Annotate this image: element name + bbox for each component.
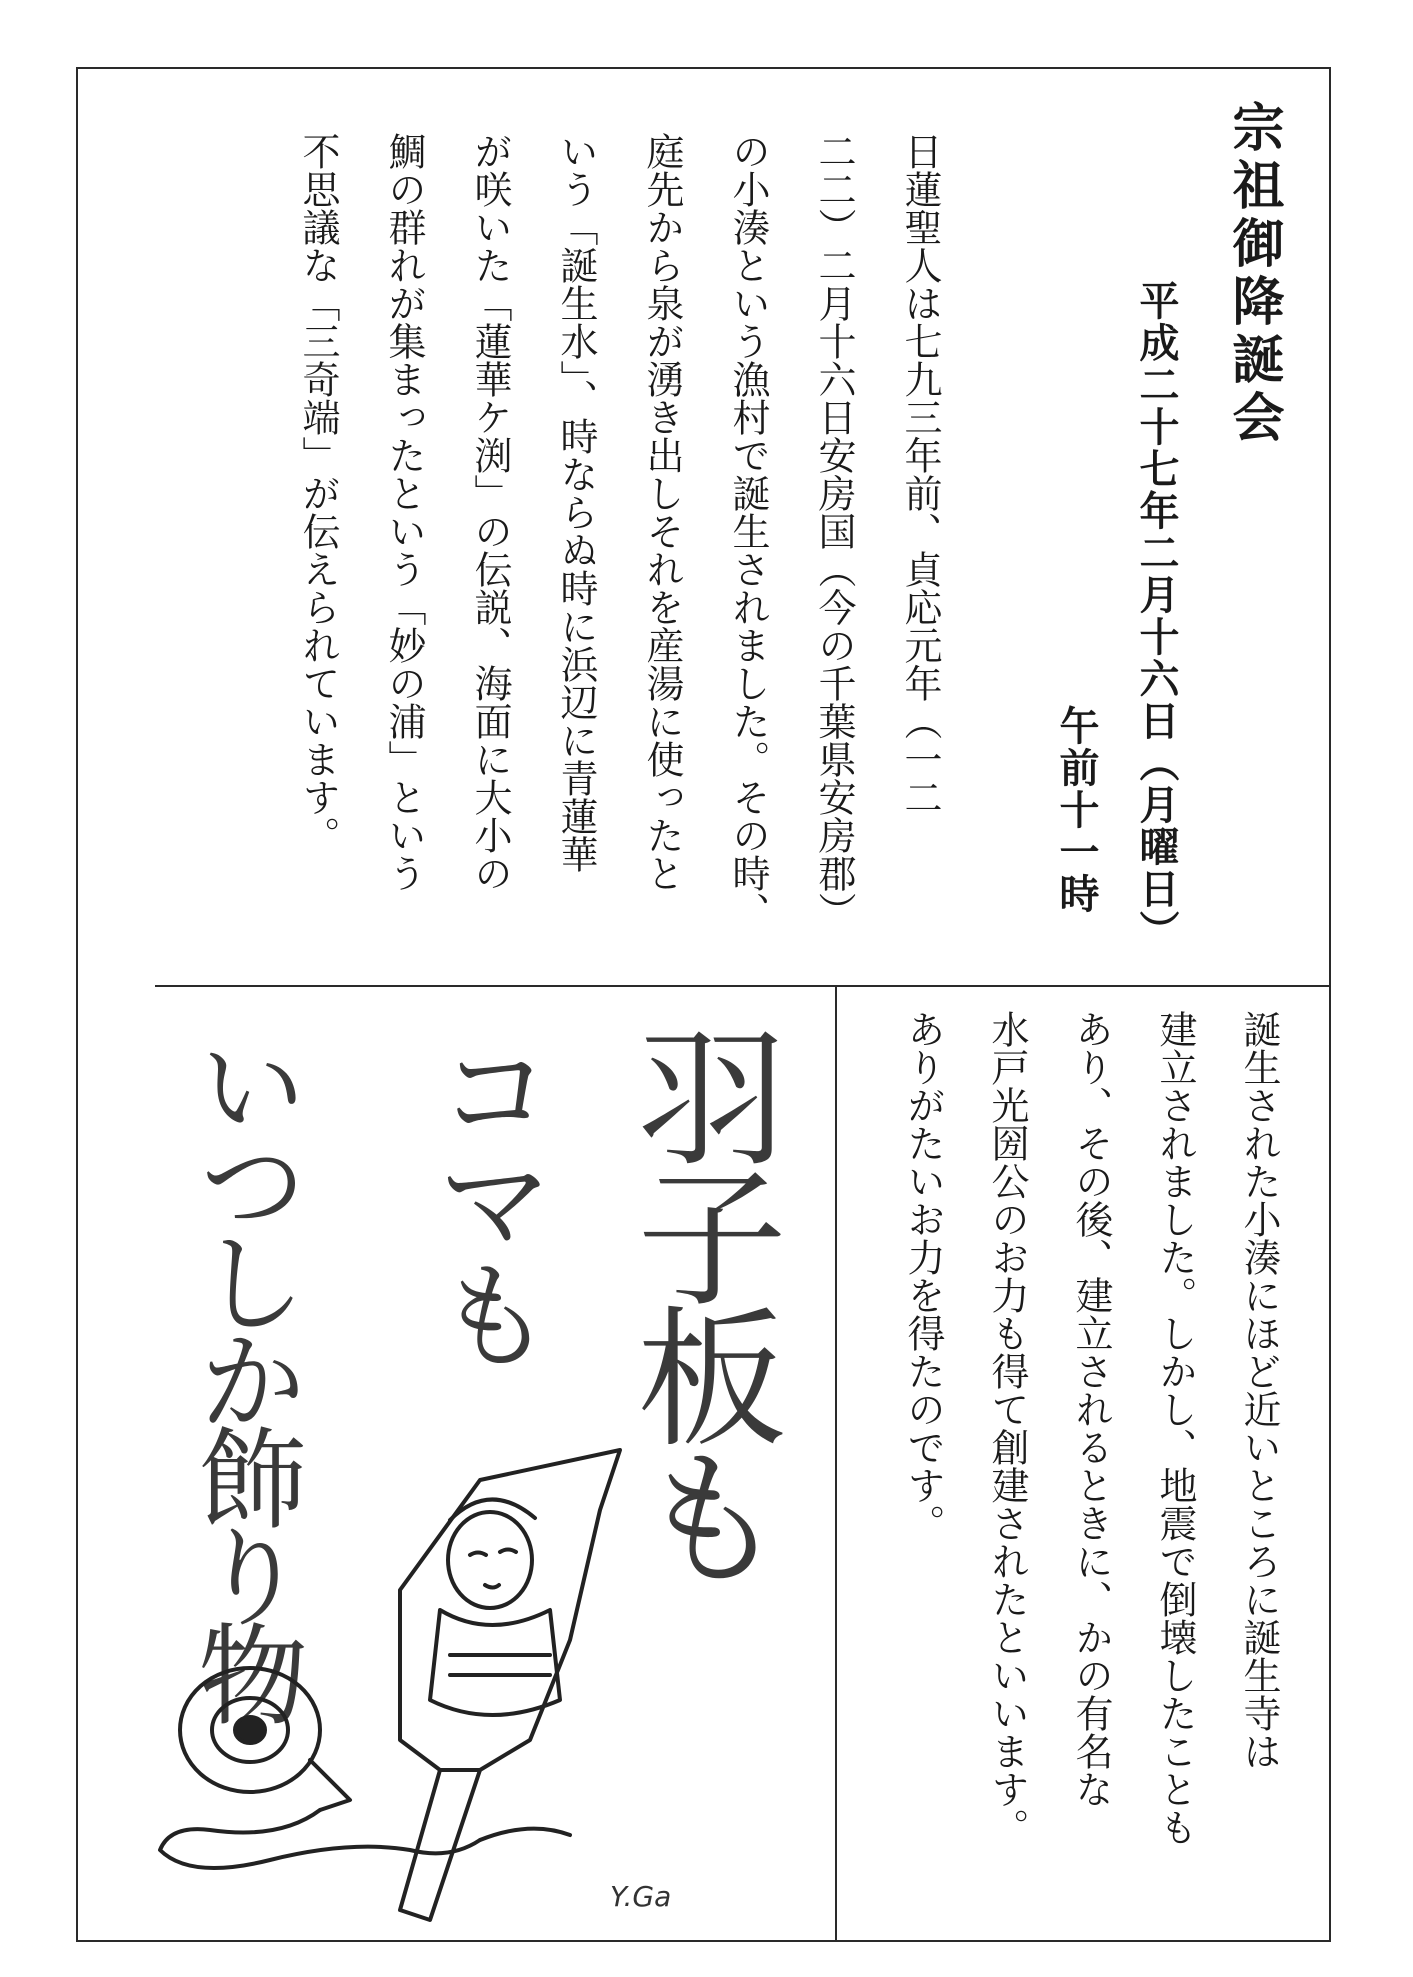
slogan-line-3: いつしか飾り物 (180, 1030, 308, 1716)
hagoita-icon (400, 1450, 620, 1770)
text-line: 水戸光圀公のお力も得て創建されたといいます。 (985, 1010, 1029, 1846)
slogan-line-2: コマも (416, 1030, 554, 1366)
text-line: 建立されました。しかし、地震で倒壊したことも (1153, 1010, 1197, 1846)
vertical-divider (835, 985, 837, 1942)
hagoita-koma-illustration (150, 1440, 710, 1930)
text-line: いう「誕生水」、時ならぬ時に浜辺に青蓮華 (554, 132, 598, 873)
story-text-top (203, 132, 963, 962)
text-line: 二二）二月十六日安房国（今の千葉県安房郡） (812, 132, 856, 930)
event-title: 宗祖御降誕会 (1223, 100, 1284, 448)
text-line: が咲いた「蓮華ケ渕」の伝説、海面に大小の (468, 132, 512, 892)
story-text-bottom (861, 1010, 1301, 1890)
text-line: の小湊という漁村で誕生されました。その時、 (726, 132, 770, 930)
text-line: 誕生された小湊にほど近いところに誕生寺は (1237, 1010, 1281, 1770)
event-time: 午前十一時 (1053, 705, 1100, 915)
text-line: 庭先から泉が湧き出しそれを産湯に使ったと (640, 132, 684, 892)
text-line: ありがたいお力を得たのです。 (901, 1010, 945, 1542)
text-line: 日蓮聖人は七九三年前、貞応元年（一二 (898, 132, 942, 816)
slogan-line-1: 羽子板も (611, 1020, 785, 1580)
artist-signature: Y.Ga (610, 1880, 672, 1913)
text-line: あり、その後、建立されるときに、かの有名な (1069, 1010, 1113, 1808)
text-line: 鯛の群れが集まったという「妙の浦」という (382, 132, 426, 892)
event-date: 平成二十七年二月十六日（月曜日） (1133, 280, 1180, 952)
text-line: 不思議な「三奇端」が伝えられています。 (296, 132, 340, 854)
horizontal-divider (155, 985, 1331, 987)
